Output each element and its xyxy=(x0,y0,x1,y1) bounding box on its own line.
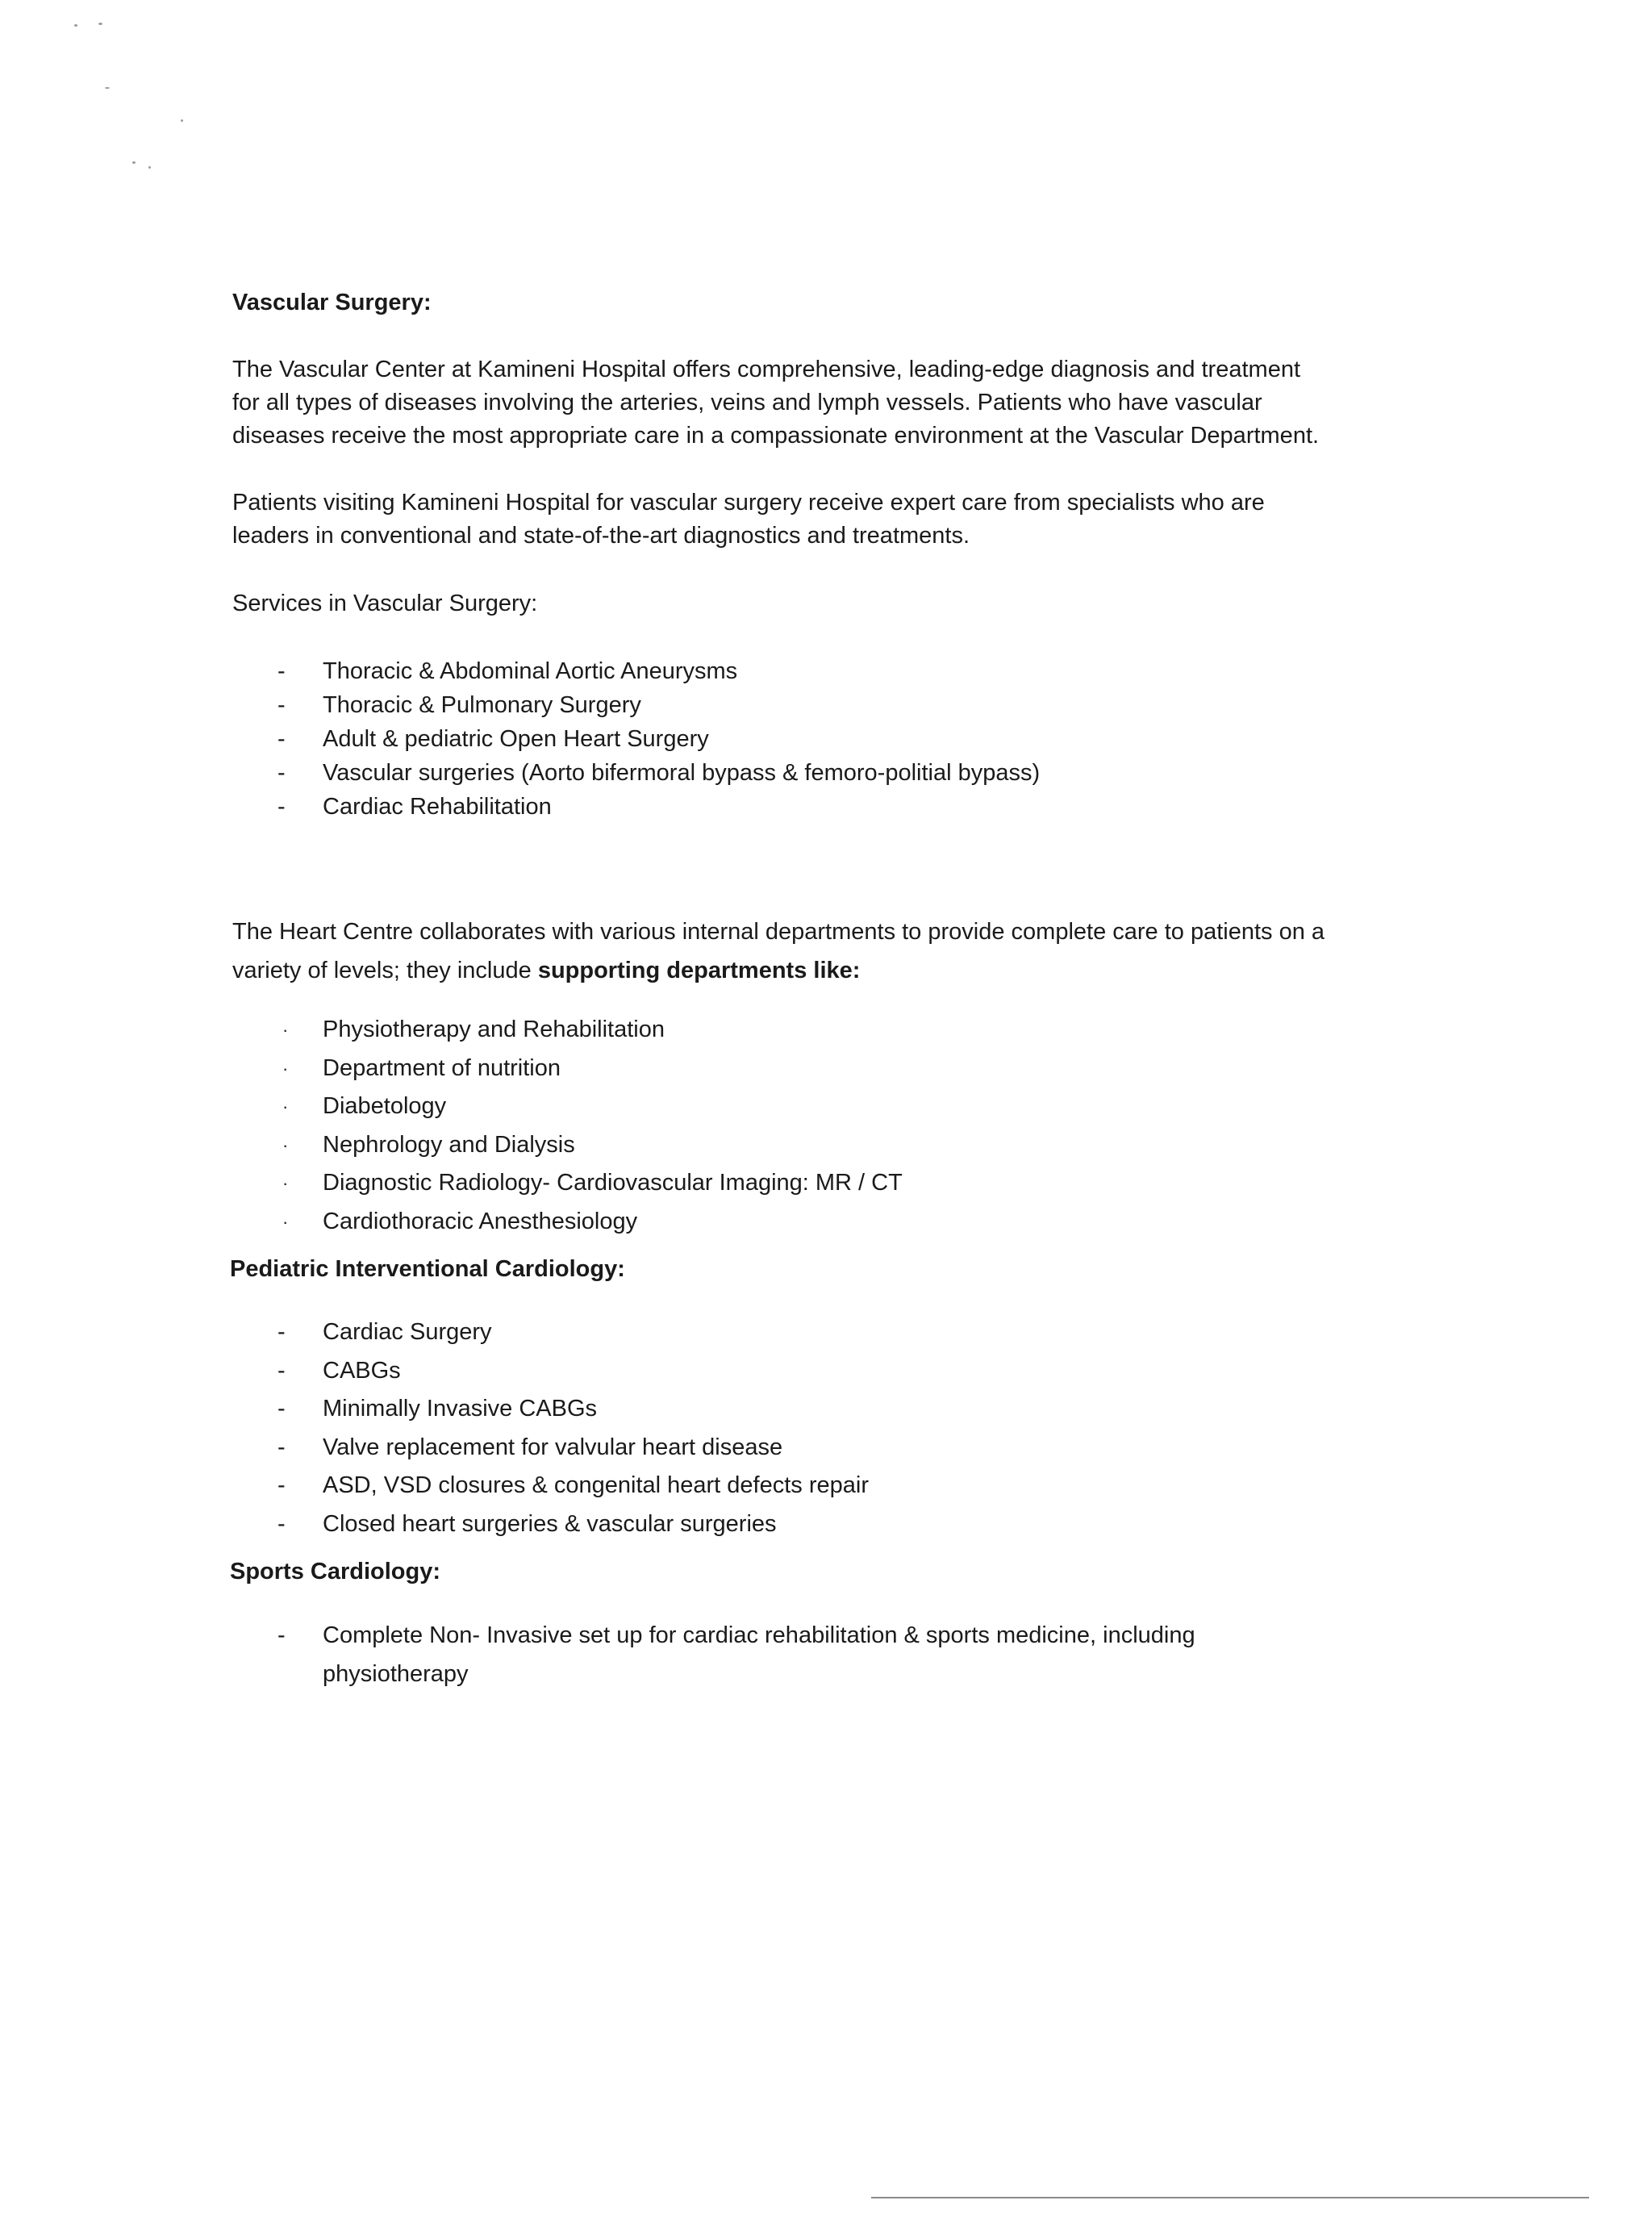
dash-bullet: - xyxy=(277,726,286,752)
list-item xyxy=(232,1313,1442,1352)
dot-bullet: · xyxy=(282,1020,289,1040)
list-item xyxy=(232,722,1442,756)
list-item xyxy=(232,1352,1442,1391)
list-item xyxy=(232,1505,1442,1544)
paragraph-line: The Vascular Center at Kamineni Hospital offers comprehensive, leading-edge diagnosis and treatment xyxy=(232,357,1301,382)
dot-bullet: · xyxy=(282,1058,289,1079)
dot-bullet: · xyxy=(282,1173,289,1193)
supporting-departments-label: supporting departments like: xyxy=(537,958,861,983)
list-item-text: Closed heart surgeries & vascular surgeries xyxy=(323,1510,777,1537)
dash-bullet: - xyxy=(277,1357,286,1384)
list-item-text: Valve replacement for valvular heart disease xyxy=(323,1434,783,1460)
dash-bullet: - xyxy=(277,1434,286,1460)
dash-bullet: - xyxy=(277,1319,286,1345)
vascular-surgery-heading: Vascular Surgery: xyxy=(232,290,432,315)
list-item xyxy=(232,756,1442,790)
dash-bullet: - xyxy=(277,1622,286,1648)
paragraph-line: The Heart Centre collaborates with various internal departments to provide complete care to patients on a xyxy=(232,919,1325,945)
list-item-text: Adult & pediatric Open Heart Surgery xyxy=(323,726,709,752)
list-item-text: ASD, VSD closures & congenital heart defects repair xyxy=(323,1472,869,1498)
list-item-text: Department of nutrition xyxy=(323,1054,561,1081)
scan-speck xyxy=(181,119,183,122)
list-item xyxy=(232,1164,1442,1203)
dot-bullet: · xyxy=(282,1134,289,1155)
footer-rule xyxy=(871,2197,1589,2198)
list-item-text: Diagnostic Radiology- Cardiovascular Imaging: MR / CT xyxy=(323,1170,903,1196)
list-item xyxy=(232,1429,1442,1468)
scan-speck xyxy=(148,166,151,169)
list-item-text: Thoracic & Pulmonary Surgery xyxy=(323,692,641,718)
dash-bullet: - xyxy=(277,692,286,718)
list-item xyxy=(232,1050,1442,1088)
list-item xyxy=(232,1203,1442,1242)
vascular-services-list xyxy=(232,654,1442,824)
sports-cardiology-heading: Sports Cardiology: xyxy=(230,1559,441,1584)
paragraph-line xyxy=(232,951,1442,990)
list-item xyxy=(232,1390,1442,1429)
pediatric-cardiology-list xyxy=(232,1313,1442,1543)
dash-bullet: - xyxy=(277,1472,286,1498)
paragraph-line: for all types of diseases involving the arteries, veins and lymph vessels. Patients who have vascular xyxy=(232,390,1262,415)
dot-bullet: · xyxy=(282,1096,289,1117)
scan-speck xyxy=(132,161,136,164)
list-item-text: Diabetology xyxy=(323,1093,447,1119)
list-item xyxy=(232,688,1442,722)
list-item-text: Cardiac Surgery xyxy=(323,1319,492,1345)
vascular-patients-paragraph xyxy=(232,486,1442,553)
list-item-text: Minimally Invasive CABGs xyxy=(323,1396,598,1422)
list-item-text: Physiotherapy and Rehabilitation xyxy=(323,1017,665,1042)
list-item xyxy=(232,1467,1442,1505)
scan-speck xyxy=(105,87,110,89)
paragraph-line: diseases receive the most appropriate care in a compassionate environment at the Vascular Department. xyxy=(232,423,1320,449)
list-item-text: Thoracic & Abdominal Aortic Aneurysms xyxy=(323,658,738,684)
list-item xyxy=(232,1616,1297,1693)
list-item xyxy=(232,1126,1442,1165)
paragraph-text: variety of levels; they include xyxy=(232,958,538,983)
dot-bullet: · xyxy=(282,1211,289,1232)
dash-bullet: - xyxy=(277,1396,286,1422)
paragraph-line: Patients visiting Kamineni Hospital for vascular surgery receive expert care from specialists who are xyxy=(232,490,1265,516)
sports-cardiology-list xyxy=(232,1616,1297,1693)
list-item-text: Vascular surgeries (Aorto bifermoral bypass & femoro-politial bypass) xyxy=(323,760,1041,786)
list-item xyxy=(232,1011,1442,1050)
list-item-text: Cardiothoracic Anesthesiology xyxy=(323,1208,638,1234)
list-item-text: CABGs xyxy=(323,1357,401,1384)
pediatric-cardiology-heading: Pediatric Interventional Cardiology: xyxy=(230,1256,625,1282)
services-label: Services in Vascular Surgery: xyxy=(232,591,538,616)
scan-speck xyxy=(98,23,102,25)
list-item xyxy=(232,1088,1442,1126)
dash-bullet: - xyxy=(277,760,286,786)
dash-bullet: - xyxy=(277,794,286,820)
dash-bullet: - xyxy=(277,658,286,684)
list-item-text: Nephrology and Dialysis xyxy=(323,1131,575,1158)
list-item-text: Cardiac Rehabilitation xyxy=(323,794,552,820)
dash-bullet: - xyxy=(277,1510,286,1537)
list-item-text: Complete Non- Invasive set up for cardiac rehabilitation & sports medicine, including physiotherapy xyxy=(323,1622,1195,1687)
scan-speck xyxy=(74,24,77,27)
supporting-departments-list xyxy=(232,1011,1442,1241)
vascular-intro-paragraph xyxy=(232,353,1442,453)
document-body xyxy=(232,286,1442,1693)
list-item xyxy=(232,654,1442,688)
paragraph-line: leaders in conventional and state-of-the-art diagnostics and treatments. xyxy=(232,523,970,549)
list-item xyxy=(232,790,1442,824)
heart-centre-paragraph xyxy=(232,912,1442,990)
